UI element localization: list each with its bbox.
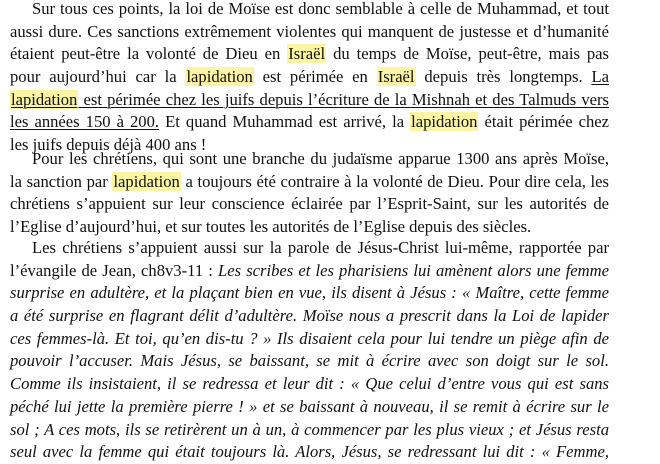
quote-line <box>10 305 609 328</box>
text-segment: aussi dure. Ces sanctions extrêmement violentes qui manquent de justesse et d’humanité <box>10 21 609 41</box>
quote-line <box>10 419 609 442</box>
text-line <box>10 0 609 21</box>
quote-text: pouvoir l’accuser. Mais Jésus, se baissant, se mit à écrire avec son doigt sur le sol. <box>10 351 609 371</box>
highlighted-term-lapidation: lapidation <box>11 89 78 109</box>
text-segment: la sanction par <box>10 171 113 191</box>
quote-text: ces femmes-là. Et toi, qu’en dis-tu ? » Ils disaient cela pour lui tendre un piège afin de <box>10 328 609 348</box>
text-segment: l’évangile de Jean, ch8v3-11 : <box>10 260 219 280</box>
text-segment: était périmée chez <box>478 112 610 132</box>
quote-text: seul avec la femme qui était toujours là. Alors, Jésus, se redressant lui dit : « Femme, <box>10 442 609 462</box>
text-segment: du temps de Moïse, peut-être, mais pas <box>326 44 609 64</box>
quote-line <box>10 441 609 464</box>
highlighted-term-israel: Israël <box>377 67 415 87</box>
text-line <box>10 260 609 283</box>
quote-text: surprise en adultère, et la plaçant bien en vue, ils disent à Jésus : « Maître, cette femme <box>10 283 609 303</box>
quote-line <box>10 350 609 373</box>
paragraph-moise-law <box>10 0 609 157</box>
quote-text: péché lui jette la première pierre ! » et se baissant à nouveau, il se remit à écrire sur le <box>10 396 609 416</box>
text-segment: les juifs depuis déjà 400 ans ! <box>10 135 207 155</box>
underlined-text: est périmée chez les juifs depuis l’écriture de la Mishnah et des Talmuds vers <box>78 89 609 109</box>
text-segment: pour aujourd’hui car la <box>10 67 186 87</box>
quote-line <box>10 328 609 351</box>
quote-text: Comme ils insistaient, il se redressa et leur dit : « Que celui d’entre vous qui est sans <box>10 374 609 394</box>
text-segment: Sur tous ces points, la loi de Moïse est donc semblable à celle de Muhammad, et tout <box>32 0 609 18</box>
underlined-text: La <box>591 67 609 87</box>
quote-line <box>10 282 609 305</box>
text-line <box>10 111 609 134</box>
quote-text: sol ; A ces mots, ils se retirèrent un à un, à commencer par les plus vieux ; et Jésus resta <box>10 419 609 439</box>
text-line <box>10 193 609 216</box>
highlighted-term-lapidation: lapidation <box>411 112 478 132</box>
underlined-text: les années 150 à 200. <box>10 112 160 132</box>
quote-text: a été surprise en flagrant délit d’adultère. Moïse nous a prescrit dans la Loi de lapider <box>10 306 609 326</box>
quote-text: Les scribes et les pharisiens lui amènent alors une femme <box>218 260 610 280</box>
highlighted-term-lapidation: lapidation <box>186 67 253 87</box>
text-line <box>10 171 609 194</box>
text-segment: a toujours été contraire à la volonté de Dieu. Pour dire cela, les <box>180 171 609 191</box>
paragraph-gospel-john <box>10 237 609 464</box>
text-line <box>10 148 609 171</box>
text-segment: chrétiens s’appuient sur leur conscience éclairée par l’Esprit-Saint, sur les autorités de <box>10 194 609 214</box>
text-line <box>10 237 609 260</box>
text-line <box>10 216 609 239</box>
highlighted-term-israel: Israël <box>288 44 326 64</box>
text-segment: depuis très longtemps. <box>415 67 592 87</box>
quote-line <box>10 373 609 396</box>
text-segment: Les chrétiens s’appuient aussi sur la parole de Jésus-Christ lui-même, rapportée par <box>32 238 609 257</box>
quote-line <box>10 396 609 419</box>
text-segment: est périmée en <box>253 67 377 87</box>
text-line <box>10 21 609 44</box>
text-segment: Pour les chrétiens, qui sont une branche du judaïsme apparue 1300 ans après Moïse, <box>32 149 609 168</box>
text-segment: l’Eglise d’aujourd’hui, et sur toutes les autorités de l’Eglise depuis des siècles. <box>10 217 532 237</box>
text-segment: Et quand Muhammad est arrivé, la <box>159 112 411 132</box>
text-line-underlined <box>10 89 609 112</box>
paragraph-christians <box>10 148 609 239</box>
highlighted-term-lapidation: lapidation <box>113 171 180 191</box>
text-segment: étaient peut-être la volonté de Dieu en <box>10 44 288 64</box>
text-line <box>10 43 609 66</box>
text-line <box>10 66 609 89</box>
